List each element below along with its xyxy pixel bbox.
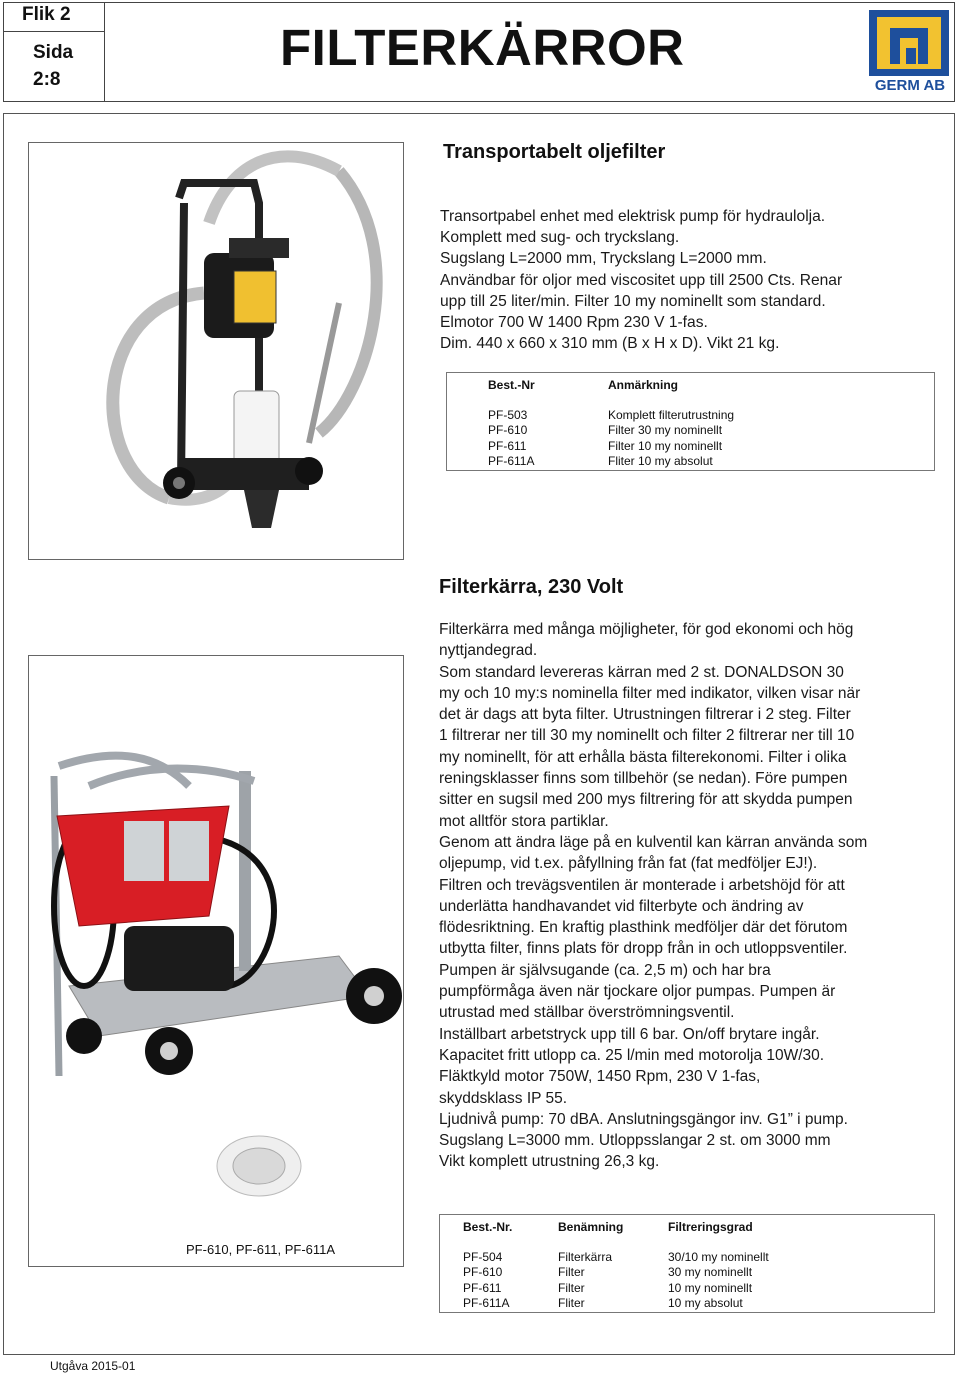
- description-line: det är dags att byta filter. Utrustningen filtrerar i 2 steg. Filter: [439, 706, 851, 724]
- description-line: Vikt komplett utrustning 26,3 kg.: [439, 1153, 660, 1171]
- description-line: mot alltför stora partiklar.: [439, 812, 609, 830]
- table-cell: Fliter: [558, 1295, 585, 1310]
- table-cell: 30 my nominellt: [668, 1265, 753, 1280]
- table-cell: PF-504: [463, 1250, 503, 1264]
- table-cell: PF-611A: [463, 1295, 510, 1310]
- description-line: Sugslang L=3000 mm. Utloppsslangar 2 st. om 3000 mm: [439, 1132, 831, 1150]
- table-header-cell: Filtreringsgrad: [668, 1220, 753, 1234]
- page-number: 2:8: [33, 69, 61, 90]
- description-line: sitter en sugsil med 200 mys filtrering för att skydda pumpen: [439, 791, 853, 809]
- table-cell: PF-503: [488, 408, 528, 422]
- edition-label: Utgåva 2015-01: [50, 1359, 136, 1373]
- description-line: Elmotor 700 W 1400 Rpm 230 V 1-fas.: [440, 314, 708, 332]
- description-line: Ljudnivå pump: 70 dBA. Anslutningsgängor inv. G1” i pump.: [439, 1110, 848, 1128]
- description-line: oljepump, vid t.ex. påfyllning från fat (fat medföljer EJ!).: [439, 855, 818, 873]
- table-header-cell: Benämning: [558, 1220, 624, 1234]
- portable-description: [440, 206, 940, 354]
- page-indicator: [33, 39, 73, 93]
- table-cell: 10 my absolut: [668, 1295, 743, 1310]
- description-line: Filtren och trevägsventilen är monterade i arbetshöjd för att: [439, 876, 845, 894]
- logo-text: GERM AB: [874, 77, 946, 94]
- description-line: utrustad med ställbar överströmningsventil.: [439, 1004, 735, 1022]
- description-line: Komplett med sug- och tryckslang.: [440, 229, 680, 247]
- description-line: my och 10 my:s nominella filter med indikator, vilken visar när: [439, 684, 861, 702]
- description-line: Fläktkyld motor 750W, 1450 Rpm, 230 V 1-fas,: [439, 1068, 761, 1086]
- portable-filter-image: [28, 142, 404, 560]
- description-line: 1 filtrerar ner till 30 my nominellt och filter 2 filtrerar ner till 10: [439, 727, 855, 745]
- table-cell: Komplett filterutrustning: [608, 408, 735, 422]
- table-cell: PF-611: [488, 438, 527, 453]
- description-line: Dim. 440 x 660 x 310 mm (B x H x D). Vikt 21 kg.: [440, 335, 780, 353]
- description-line: my nominellt, för att erhålla bästa filterekonomi. Filter i olika: [439, 748, 847, 766]
- table-header-cell: Best.-Nr.: [463, 1220, 513, 1234]
- description-line: utbytta filter, finns plats för dropp från in och utloppsventiler.: [439, 940, 848, 958]
- description-line: Som standard levereras kärran med 2 st. DONALDSON 30: [439, 663, 844, 681]
- table-cell: 10 my nominellt: [668, 1280, 753, 1295]
- description-line: Pumpen är självsugande (ca. 2,5 m) och har bra: [439, 961, 771, 979]
- description-line: nyttjandegrad.: [439, 642, 538, 660]
- tab-label: Flik 2: [22, 4, 71, 25]
- description-line: skyddsklass IP 55.: [439, 1089, 568, 1107]
- table-header-cell: Anmärkning: [608, 378, 679, 392]
- page-title: FILTERKÄRROR: [280, 19, 685, 76]
- description-line: Användbar för oljor med viscositet upp till 2500 Cts. Renar: [440, 271, 843, 289]
- table-cell: PF-611: [463, 1280, 502, 1295]
- description-line: Genom att ändra läge på en kulventil kan kärran använda som: [439, 833, 868, 851]
- section-heading-portable: Transportabelt oljefilter: [443, 141, 666, 163]
- table-cell: Filter 30 my nominellt: [608, 423, 723, 438]
- description-line: Sugslang L=2000 mm, Tryckslang L=2000 mm.: [440, 250, 767, 268]
- table-cell: Filter 10 my nominellt: [608, 438, 723, 453]
- table-cell: Filter: [558, 1280, 585, 1295]
- table-cell: Fliter 10 my absolut: [608, 453, 713, 468]
- description-line: underlätta handhavandet vid filterbyte och ändring av: [439, 897, 804, 915]
- table-cell: PF-610: [463, 1265, 503, 1280]
- description-line: Filterkärra med många möjligheter, för god ekonomi och hög: [439, 621, 854, 638]
- description-line: pumpförmåga även när tjockare oljor pumpas. Pumpen är: [439, 983, 836, 1001]
- description-line: flödesriktning. En kraftig plasthink medföljer där det förutom: [439, 919, 848, 937]
- company-logo: [866, 8, 952, 96]
- description-line: Inställbart arbetstryck upp till 6 bar. On/off brytare ingår.: [439, 1025, 820, 1043]
- cart-description: [439, 619, 949, 1173]
- section-heading-cart: Filterkärra, 230 Volt: [439, 576, 624, 598]
- filter-image-caption: PF-610, PF-611, PF-611A: [186, 1242, 336, 1257]
- table-cell: PF-610: [488, 423, 528, 438]
- description-line: Kapacitet fritt utlopp ca. 25 l/min med motorolja 10W/30.: [439, 1046, 825, 1064]
- page-label: Sida: [33, 42, 74, 63]
- description-line: reningsklasser finns som tillbehör (se nedan). Före pumpen: [439, 770, 848, 788]
- table-cell: Filter: [558, 1265, 585, 1280]
- table-cell: PF-611A: [488, 453, 535, 468]
- table-header-cell: Best.-Nr: [488, 378, 535, 392]
- table-cell: 30/10 my nominellt: [668, 1250, 769, 1264]
- table-cell: Filterkärra: [558, 1250, 613, 1264]
- filter-cart-image: [28, 655, 404, 1267]
- description-line: upp till 25 liter/min. Filter 10 my nominellt som standard.: [440, 292, 826, 310]
- description-line: Transortpabel enhet med elektrisk pump för hydraulolja.: [440, 208, 826, 225]
